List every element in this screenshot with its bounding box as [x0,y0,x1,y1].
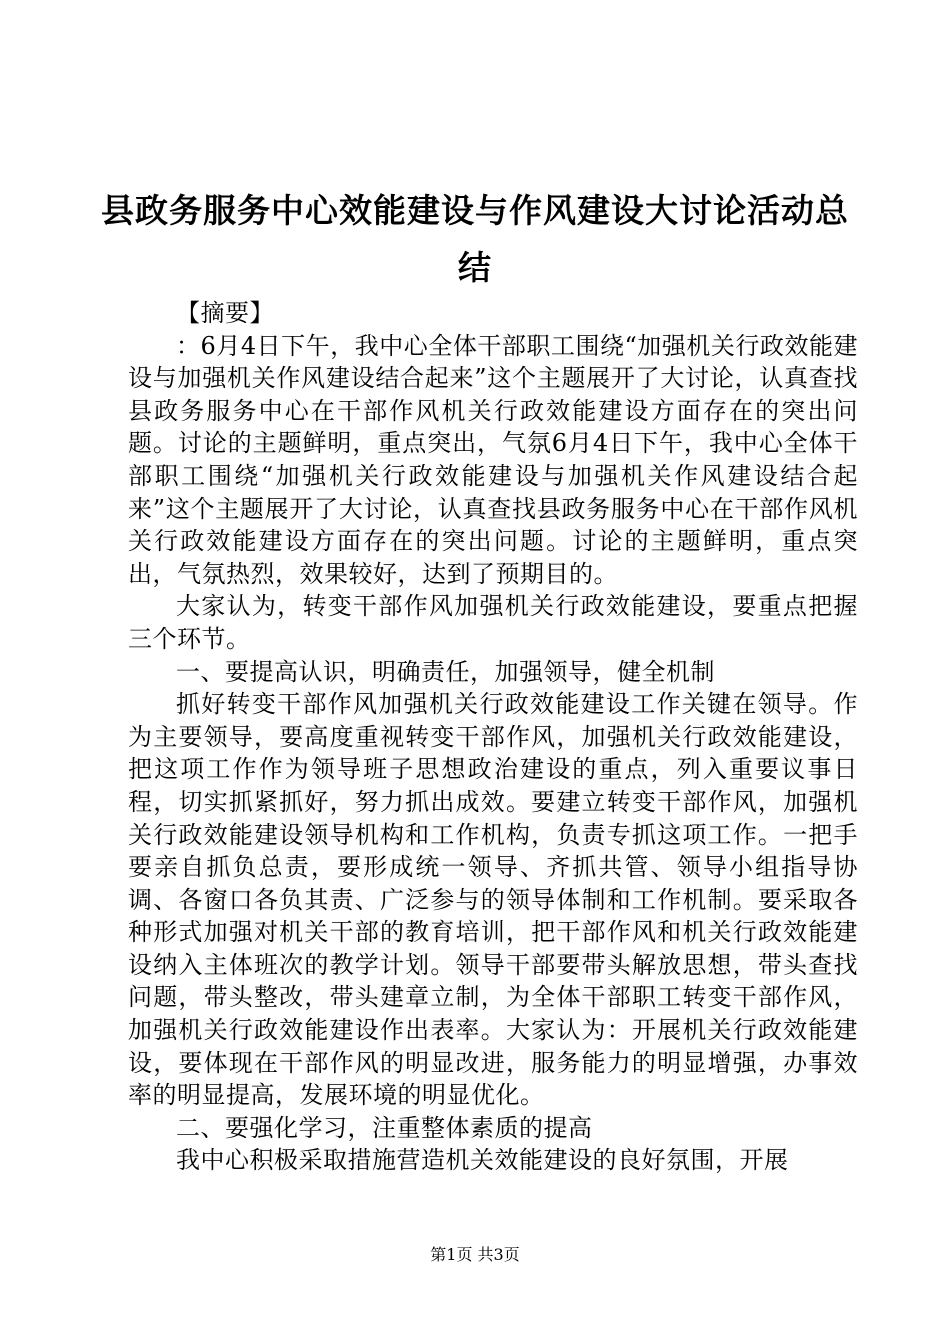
paragraph: ：6月4日下午，我中心全体干部职工围绕“加强机关行政效能建设与加强机关作风建设结合起来”这个主题展开了大讨论，认真查找县政务服务中心在干部作风机关行政效能建设方面存在的突出问题。讨论的主题鲜明，重点突出，气氛6月4日下午，我中心全体干部职工围绕“加强机关行政效能建设与加强机关作风建设结合起来”这个主题展开了大讨论，认真查找县政务服务中心在干部作风机关行政效能建设方面存在的突出问题。讨论的主题鲜明，重点突出，气氛热烈，效果较好，达到了预期目的。 [128,331,858,588]
section-heading: 二、要强化学习，注重整体素质的提高 [176,1113,593,1142]
page-footer: 第1页 共3页 [430,1245,520,1264]
document-title: 县政务服务中心效能建设与作风建设大讨论活动总结 [101,191,849,287]
section-heading: 一、要提高认识，明确责任，加强领导，健全机制 [176,657,715,686]
paragraph: 大家认为，转变干部作风加强机关行政效能建设，要重点把握三个环节。 [128,592,858,653]
paragraph: 我中心积极采取措施营造机关效能建设的良好氛围，开展 [176,1146,789,1175]
abstract-label: 【摘要】 [176,299,274,327]
document-body [128,297,858,1177]
paragraph: 抓好转变干部作风加强机关行政效能建设工作关键在领导。作为主要领导，要高度重视转变干部作风，加强机关行政效能建设，把这项工作作为领导班子思想政治建设的重点，列入重要议事日程，切实抓紧抓好，努力抓出成效。要建立转变干部作风，加强机关行政效能建设领导机构和工作机构，负责专抓这项工作。一把手要亲自抓负总责，要形成统一领导、齐抓共管、领导小组指导协调、各窗口各负其责、广泛参与的领导体制和工作机制。要采取各种形式加强对机关干部的教育培训，把干部作风和机关行政效能建设纳入主体班次的教学计划。领导干部要带头解放思想，带头查找问题，带头整改，带头建章立制，为全体干部职工转变干部作风，加强机关行政效能建设作出表率。大家认为：开展机关行政效能建设，要体现在干部作风的明显改进，服务能力的明显增强，办事效率的明显提高，发展环境的明显优化。 [128,690,858,1110]
